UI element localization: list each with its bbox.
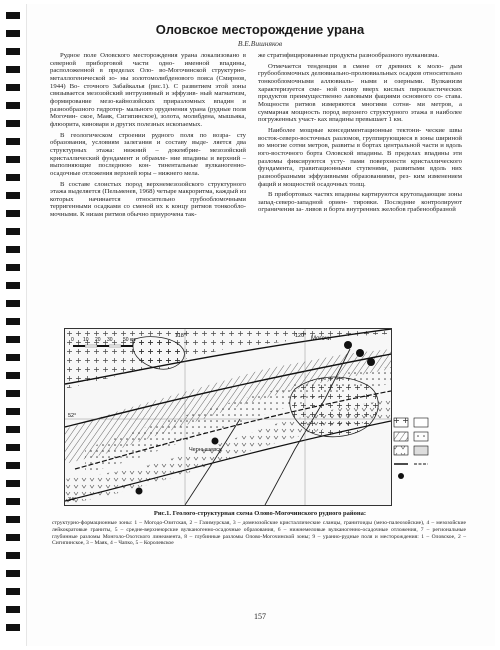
coord-label: 118° (175, 333, 186, 339)
ore-field-marker (367, 358, 375, 366)
paragraph: Наиболее мощные конседиментационные тектони- ческие швы восток-северо-восточных разломов, группирующиеся в зоны шириной во многие сотни метров, развиты в бортах центральной части и вдоль юго-восточного борта Оловской впадины. В пределах впадины эти разломы фиксируются усту- пами поверхности кристаллического фундамента, гравитационными ступенями, развитыми вдоль них разнообразными эффузивными образованиями, рез- ким изменением фаций и мощностей осадочных толщ. (258, 126, 462, 188)
paragraph: В геологическом строении рудного поля по возра- сту образования, условиям залегания и составу выде- ляется два структурных этажа: нижний – докембрие- мезозойский кристаллический фундамент и обрамле- ние впадины и верхний – выполняющие последнюю кон- тинентальные вулканогенно-осадочные отложения верхней юры – нижнего мела. (50, 131, 246, 177)
binding-hole (6, 624, 20, 631)
ore-field-marker (356, 349, 364, 357)
coord-label: 120° (295, 333, 307, 339)
text-column-left (50, 52, 246, 222)
binding-hole (6, 156, 20, 163)
ore-field-marker (212, 438, 219, 445)
binding-hole (6, 318, 20, 325)
binding-hole (6, 606, 20, 613)
figure-caption: Рис.1. Геолого-структурная схема Олово-Могочинского рудного района: (153, 510, 367, 517)
coord-label: 52° (68, 413, 77, 419)
paragraph: Рудное поле Оловского месторождения урана локализовано в северной приборговой части одно- именной впадины, расположенной в пределах Оло- во-Могочинской структурно-металлогенической зо- ны золотомолибденового пояса (Смирнов, 1944) Во- сточного Забайкалья (рис.1). С развитием этой зоны связывается мезозойский интрузивный и эффузив- ный магматизм, формирование мезо-кайнозойских приразломных впадин и разнообразного гидротер- мального оруденения урана (рудные поля Могочин- ское, Маяк, Сигипинское), золота, молибдена, мышьяка, флюорита, киновари и других полезных ископаемых. (50, 52, 246, 128)
binding-hole (6, 588, 20, 595)
svg-text:10: 10 (83, 337, 89, 343)
ore-field-marker (136, 488, 143, 495)
binding-hole (6, 192, 20, 199)
place-label: Могочи (311, 336, 332, 342)
binding-hole (6, 48, 20, 55)
paragraph: В составе слоистых пород верхнемезозойского структурного этажа выделяется (Пельменев, 1968) четыре макроритма, каждый из которых начинается относительно грубообломочными терригенными осадками со сменой их к концу ритмов тонкообло- мочными. К низам ритмов обычно приурочена так- (50, 180, 246, 219)
binding-hole (6, 228, 20, 235)
binding-hole (6, 210, 20, 217)
binding-hole (6, 462, 20, 469)
binding-hole (6, 12, 20, 19)
binding-hole (6, 498, 20, 505)
paragraph: Отмечается тенденция в смене от древних к моло- дым грубообломочных делювиально-пролювиальных осадков относительно тонкообломочными аллювиаль- ными и озерными. Вулканизм характеризуется сме- ной снизу вверх кислых пирокластических продуктов преимущественно лавовыми фациями основного со- става. Мощности ритмов измеряются многими сотня- ми метров, а суммарная мощность пород верхнего структурного этажа в наиболее погруженных участ- ках впадины превышает 1 км. (258, 62, 462, 124)
article-author: В.Е.Вишняков (237, 39, 283, 48)
binding-hole (6, 390, 20, 397)
binding-hole (6, 354, 20, 361)
paragraph: же стратифицированные продукты разнообразного вулканизма. (258, 52, 439, 59)
svg-text:30: 30 (107, 337, 113, 343)
binding-hole (6, 300, 20, 307)
svg-text:50 км: 50 км (123, 337, 136, 343)
binding-hole (6, 480, 20, 487)
svg-text:0: 0 (71, 337, 74, 343)
binding-hole (6, 282, 20, 289)
binding-hole (6, 246, 20, 253)
binding-hole (6, 408, 20, 415)
binding-hole (6, 120, 20, 127)
binding-hole (6, 444, 20, 451)
figure-legend-text: структурно-формационные зоны: 1 – Могодо-Озитская, 2 – Газимурская, 3 – домезозойские кристаллические сланцы, гранитоиды (мезо-палеозойские), 4 – мезозойские лейкократовые граниты, 5 – средне-верхнеюрские вулканогенно-осадочные образования, 6 – нижнемеловые вулканогенно-осадочные отложения, 7 – региональные глубинные разломы Монголо-Охотского линеамента, 8 – глубинные разломы Олово-Могочинской зоны; 9 – уранио-рудные поля и месторождения: 1 – Оловское, 2 – Сигипинское, 3 – Маяк, 4 – Чапко, 5 – Королевское (52, 520, 466, 547)
binding-hole (6, 30, 20, 37)
paragraph: В прибортовых частях впадины картируются крутопадающие зоны запад-северо-западной ориен- тировки. Последние контролируют ограничения за- ливов и борта внутренних желобов грабенообразной (258, 191, 462, 214)
geological-map (64, 328, 392, 506)
binding-hole (6, 102, 20, 109)
binding-hole (6, 174, 20, 181)
binding-hole (6, 372, 20, 379)
svg-text:20: 20 (95, 337, 101, 343)
binding-hole (6, 84, 20, 91)
binding-hole (6, 66, 20, 73)
coord-label: 34° (68, 497, 77, 503)
binding-hole (6, 552, 20, 559)
binding-hole (6, 516, 20, 523)
binding-hole (6, 570, 20, 577)
binding-hole (6, 534, 20, 541)
ore-field-marker (344, 341, 352, 349)
binding-hole (6, 264, 20, 271)
text-column-right (258, 52, 462, 217)
binding-hole (6, 336, 20, 343)
binding-hole (6, 426, 20, 433)
place-label: Чернышевск (189, 447, 222, 453)
page-number: 157 (254, 612, 266, 621)
binding-hole (6, 138, 20, 145)
spiral-binding (0, 0, 26, 650)
article-title: Оловское месторождение урана (155, 22, 365, 37)
